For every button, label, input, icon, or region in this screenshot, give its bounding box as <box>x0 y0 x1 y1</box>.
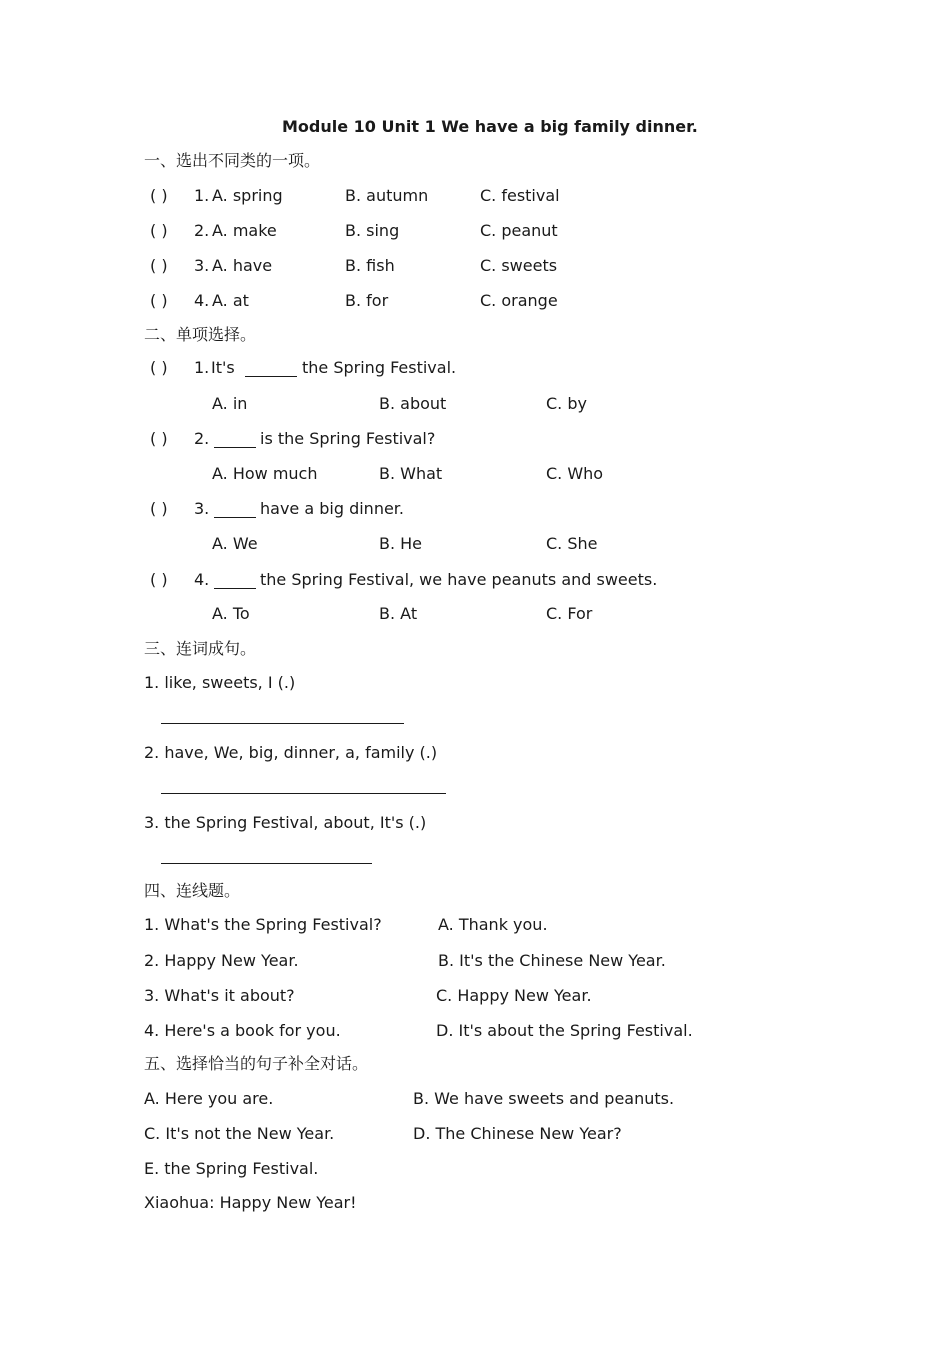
option-c: C. by <box>546 394 587 413</box>
option-a: A. at <box>212 291 249 310</box>
question-number: 3. <box>194 256 210 275</box>
option-c: C. festival <box>480 186 560 205</box>
option-a: A. make <box>212 221 277 240</box>
option-b: B. He <box>379 534 423 553</box>
answer-paren[interactable]: ( ) <box>150 499 168 518</box>
option-b: B. fish <box>345 256 395 275</box>
question-text: is the Spring Festival? <box>260 429 436 448</box>
option-c: C. peanut <box>480 221 558 240</box>
answer-blank[interactable] <box>245 376 297 377</box>
list-item: 3. the Spring Festival, about, It's (.) <box>144 813 427 832</box>
answer-blank[interactable] <box>214 517 256 518</box>
section5-heading: 五、选择恰当的句子补全对话。 <box>144 1054 369 1073</box>
option-a: A. in <box>212 394 248 413</box>
question-text: the Spring Festival, we have peanuts and sweets. <box>260 570 658 589</box>
section2-heading: 二、单项选择。 <box>144 325 257 344</box>
option-item: A. Here you are. <box>144 1089 274 1108</box>
answer-line[interactable] <box>161 863 372 864</box>
match-left-item[interactable]: 4. Here's a book for you. <box>144 1021 341 1040</box>
option-c: C. She <box>546 534 598 553</box>
answer-line[interactable] <box>161 793 446 794</box>
match-left-item[interactable]: 3. What's it about? <box>144 986 295 1005</box>
option-item: E. the Spring Festival. <box>144 1159 319 1178</box>
option-b: B. At <box>379 604 418 623</box>
option-item: B. We have sweets and peanuts. <box>413 1089 675 1108</box>
question-number: 1. <box>194 186 210 205</box>
section3-heading: 三、连词成句。 <box>144 639 257 658</box>
match-left-item[interactable]: 2. Happy New Year. <box>144 951 299 970</box>
option-c: C. sweets <box>480 256 558 275</box>
option-b: B. What <box>379 464 443 483</box>
question-text: have a big dinner. <box>260 499 404 518</box>
question-number: 4. <box>194 291 210 310</box>
option-c: C. orange <box>480 291 558 310</box>
match-right-item[interactable]: D. It's about the Spring Festival. <box>436 1021 693 1040</box>
question-number: 2. <box>194 429 210 448</box>
section4-heading: 四、连线题。 <box>144 881 241 900</box>
option-a: A. have <box>212 256 273 275</box>
option-b: B. sing <box>345 221 400 240</box>
answer-blank[interactable] <box>214 588 256 589</box>
option-a: A. How much <box>212 464 318 483</box>
answer-paren[interactable]: ( ) <box>150 221 168 240</box>
option-a: A. We <box>212 534 258 553</box>
question-text-before: It's <box>211 358 235 377</box>
answer-paren[interactable]: ( ) <box>150 358 168 377</box>
question-number: 4. <box>194 570 210 589</box>
match-left-item[interactable]: 1. What's the Spring Festival? <box>144 915 382 934</box>
answer-paren[interactable]: ( ) <box>150 429 168 448</box>
page-title: Module 10 Unit 1 We have a big family dinner. <box>282 117 698 136</box>
match-right-item[interactable]: C. Happy New Year. <box>436 986 592 1005</box>
list-item: 1. like, sweets, I (.) <box>144 673 296 692</box>
answer-paren[interactable]: ( ) <box>150 570 168 589</box>
list-item: 2. have, We, big, dinner, a, family (.) <box>144 743 438 762</box>
dialog-line: Xiaohua: Happy New Year! <box>144 1193 357 1212</box>
option-b: B. about <box>379 394 447 413</box>
option-a: A. spring <box>212 186 283 205</box>
option-b: B. autumn <box>345 186 429 205</box>
answer-paren[interactable]: ( ) <box>150 291 168 310</box>
question-text: the Spring Festival. <box>302 358 457 377</box>
option-b: B. for <box>345 291 389 310</box>
answer-blank[interactable] <box>214 447 256 448</box>
question-number: 1. <box>194 358 210 377</box>
answer-paren[interactable]: ( ) <box>150 256 168 275</box>
question-number: 3. <box>194 499 210 518</box>
option-a: A. To <box>212 604 250 623</box>
match-right-item[interactable]: B. It's the Chinese New Year. <box>438 951 666 970</box>
match-right-item[interactable]: A. Thank you. <box>438 915 548 934</box>
answer-paren[interactable]: ( ) <box>150 186 168 205</box>
option-item: D. The Chinese New Year? <box>413 1124 622 1143</box>
question-number: 2. <box>194 221 210 240</box>
section1-heading: 一、选出不同类的一项。 <box>144 151 321 170</box>
option-c: C. For <box>546 604 593 623</box>
answer-line[interactable] <box>161 723 404 724</box>
option-c: C. Who <box>546 464 604 483</box>
option-item: C. It's not the New Year. <box>144 1124 335 1143</box>
